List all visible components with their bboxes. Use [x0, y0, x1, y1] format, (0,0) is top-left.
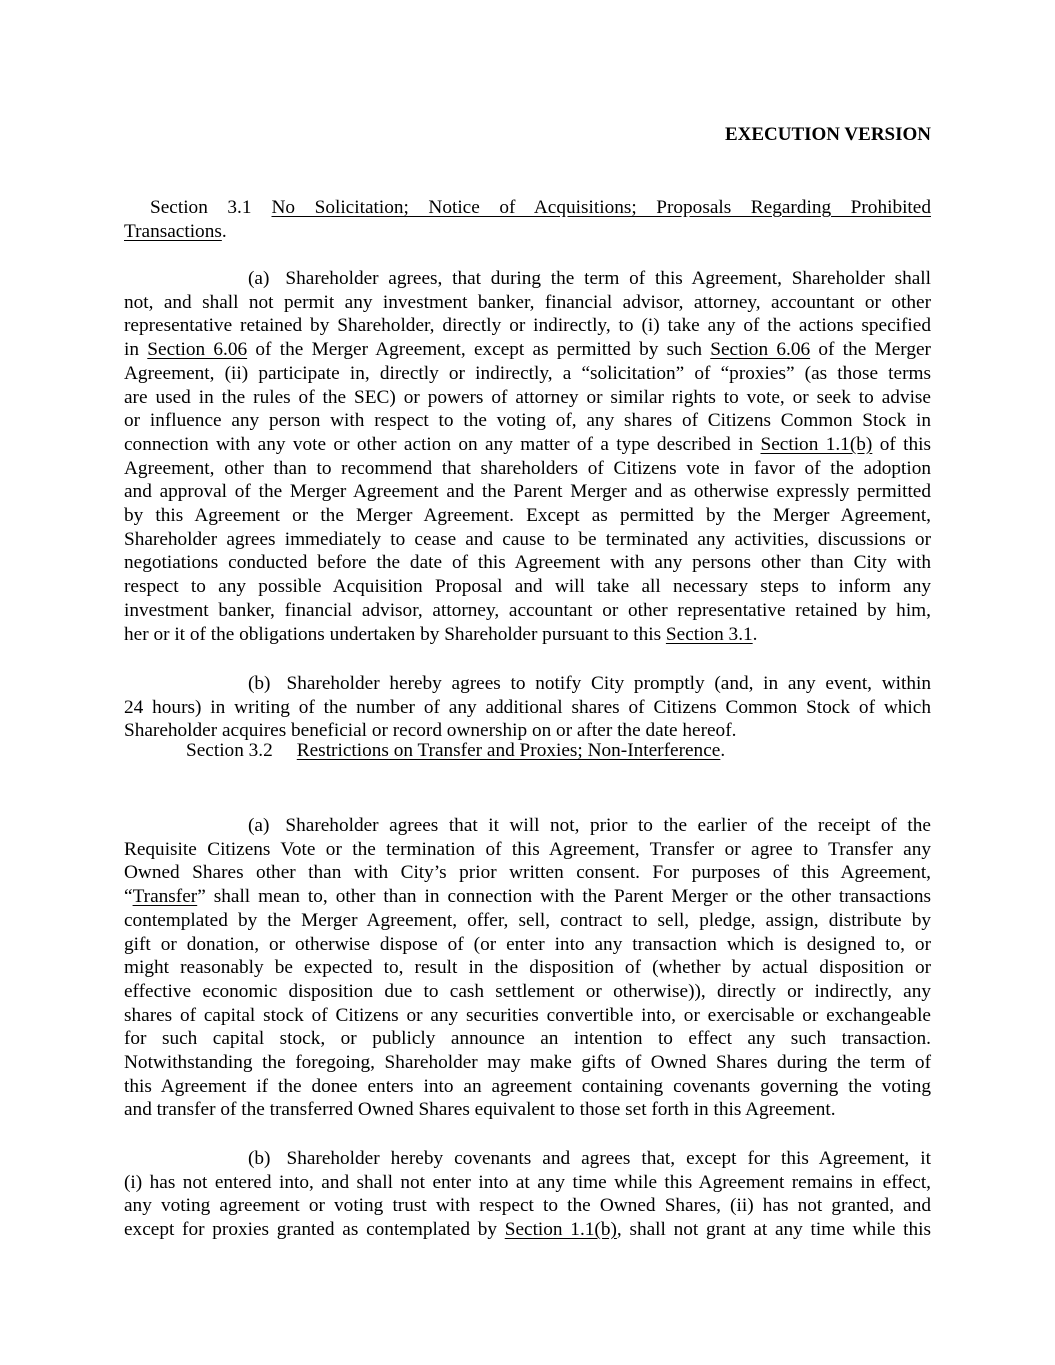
execution-version-header: EXECUTION VERSION [724, 124, 931, 145]
paragraph-line: by this Agreement or the Merger Agreement. Except as permitted by the Merger Agreement, [124, 505, 931, 527]
cross-reference: Section 6.06 [147, 339, 248, 361]
paragraph-line: connection with any vote or other action on any matter of a type described in Section 1.1(b) of this [124, 433, 931, 455]
section-3-2-heading: Section 3.2 Restrictions on Transfer and Proxies; Non-Interference. [186, 740, 726, 761]
paragraph-line: Notwithstanding the foregoing, Shareholder may make gifts of Owned Shares during the term of [124, 1052, 931, 1074]
paragraph-line: not, and shall not permit any investment banker, financial advisor, attorney, accountant or other [124, 291, 931, 313]
paragraph-line: (b) Shareholder hereby covenants and agrees that, except for this Agreement, it [248, 1148, 931, 1169]
paragraph-line: are used in the rules of the SEC) or powers of attorney or similar rights to vote, or seek to advise [124, 386, 931, 408]
cross-reference: Section 1.1(b) [760, 433, 873, 455]
paragraph-label: (b) [248, 673, 271, 694]
paragraph-line: might reasonably be expected to, result in the disposition of (whether by actual disposition or [124, 957, 931, 979]
paragraph-line: effective economic disposition due to cash settlement or otherwise)), directly or indirectly, any [124, 980, 931, 1002]
paragraph-line: Agreement, other than to recommend that shareholders of Citizens vote in favor of the adoption [124, 457, 931, 479]
paragraph-line: and approval of the Merger Agreement and the Parent Merger and as otherwise expressly permitted [124, 481, 931, 503]
paragraph-line: “Transfer” shall mean to, other than in connection with the Parent Merger or the other transactions [124, 886, 931, 908]
paragraph-line: Requisite Citizens Vote or the termination of this Agreement, Transfer or agree to Transfer any [124, 838, 931, 860]
section-3-1-title-line1: No Solicitation; Notice of Acquisitions; Proposals Regarding Prohibited [271, 197, 931, 218]
paragraph-line: gift or donation, or otherwise dispose of (or enter into any transaction which is designed to, or [124, 933, 931, 955]
section-3-2-title: Restrictions on Transfer and Proxies; Non-Interference [296, 740, 721, 761]
paragraph-line: representative retained by Shareholder, directly or indirectly, to (i) take any of the actions specified [124, 315, 931, 337]
section-3-2-a [124, 814, 931, 1122]
paragraph-line: Agreement, (ii) participate in, directly or indirectly, a “solicitation” of “proxies” (as those terms [124, 362, 931, 384]
cross-reference: Section 3.1 [665, 623, 753, 645]
cross-reference: Section 6.06 [710, 339, 811, 361]
paragraph-line: respect to any possible Acquisition Proposal and will take all necessary steps to inform any [124, 576, 931, 598]
paragraph-line: this Agreement if the donee enters into an agreement containing covenants governing the voting [124, 1075, 931, 1097]
paragraph-line: negotiations conducted before the date of this Agreement with any persons other than City with [124, 552, 931, 574]
paragraph-line: Shareholder acquires beneficial or record ownership on or after the date hereof. [124, 720, 737, 742]
paragraph-line: any voting agreement or voting trust with respect to the Owned Shares, (ii) has not granted, and [124, 1195, 931, 1217]
paragraph-line: for such capital stock, or publicly announce an intention to effect any such transaction. [124, 1028, 931, 1050]
paragraph-line: or influence any person with respect to the voting of, any shares of Citizens Common Stock in [124, 410, 931, 432]
paragraph-line: investment banker, financial advisor, attorney, accountant or other representative retained by him, [124, 599, 931, 621]
paragraph-line: Owned Shares other than with City’s prior written consent. For purposes of this Agreement, [124, 862, 931, 884]
paragraph-line: contemplated by the Merger Agreement, offer, sell, contract to sell, pledge, assign, distribute by [124, 909, 931, 931]
paragraph-line: (a) Shareholder agrees, that during the term of this Agreement, Shareholder shall [248, 268, 931, 289]
paragraph-line: (a) Shareholder agrees that it will not, prior to the earlier of the receipt of the [248, 815, 931, 836]
section-3-1-number: Section 3.1 [150, 197, 252, 218]
section-3-1-title-line2: Transactions [124, 220, 222, 242]
paragraph-line: 24 hours) in writing of the number of any additional shares of Citizens Common Stock of which [124, 696, 931, 718]
paragraph-line: (b) Shareholder hereby agrees to notify City promptly (and, in any event, within [248, 673, 931, 694]
section-3-1-b [124, 672, 931, 743]
paragraph-label: (a) [248, 268, 270, 289]
section-3-1-heading: Section 3.1 No Solicitation; Notice of Acquisitions; Proposals Regarding Prohibited Transactions. [124, 197, 931, 242]
paragraph-line: (i) has not entered into, and shall not enter into at any time while this Agreement remains in effect, [124, 1171, 931, 1193]
paragraph-line: except for proxies granted as contemplated by Section 1.1(b), shall not grant at any time while this [124, 1219, 931, 1241]
paragraph-label: (b) [248, 1148, 271, 1169]
section-3-1-a [124, 267, 931, 646]
paragraph-label: (a) [248, 815, 270, 836]
paragraph-line: and transfer of the transferred Owned Shares equivalent to those set forth in this Agreement. [124, 1099, 836, 1121]
paragraph-line: shares of capital stock of Citizens or any securities convertible into, or exercisable or exchangeable [124, 1004, 931, 1026]
section-3-2-number: Section 3.2 [186, 740, 273, 761]
paragraph-line: in Section 6.06 of the Merger Agreement, except as permitted by such Section 6.06 of the Merger [124, 339, 931, 361]
paragraph-line: Shareholder agrees immediately to cease and cause to be terminated any activities, discussions or [124, 528, 931, 550]
section-3-2-b [124, 1147, 931, 1242]
cross-reference: Transfer [132, 886, 198, 908]
cross-reference: Section 1.1(b) [504, 1219, 617, 1241]
paragraph-line: her or it of the obligations undertaken by Shareholder pursuant to this Section 3.1. [124, 623, 758, 645]
